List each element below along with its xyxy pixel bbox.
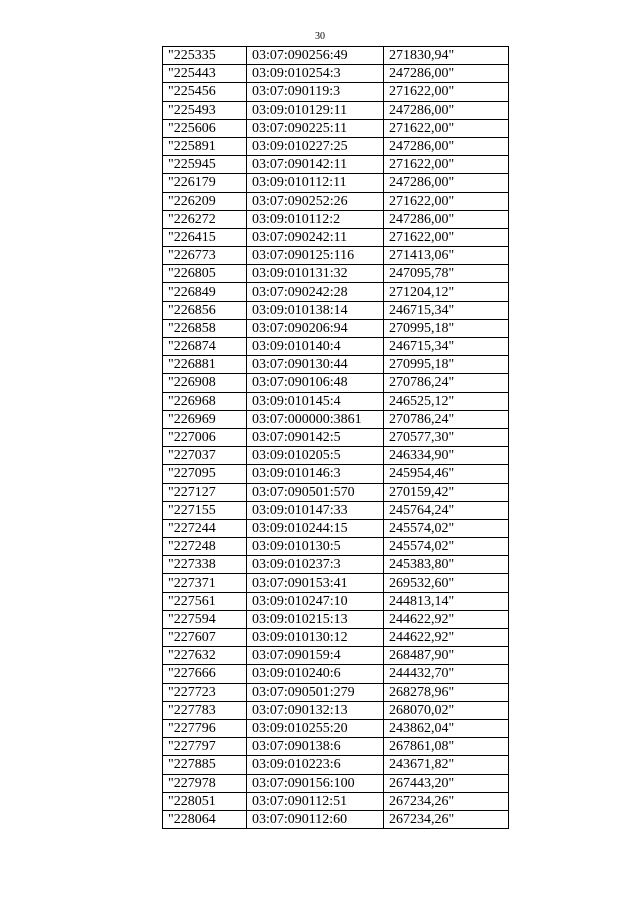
cadastral-number-cell: 03:07:090142:5 [247,428,384,446]
amount-cell: 246715,34" [384,301,509,319]
table-row [163,247,509,265]
record-id-cell: "226209 [163,192,247,210]
table-row [163,192,509,210]
record-id-cell: "226874 [163,338,247,356]
amount-cell: 243862,04" [384,719,509,737]
table-body [163,47,509,829]
table-row [163,465,509,483]
record-id-cell: "227632 [163,647,247,665]
cadastral-number-cell: 03:09:010112:2 [247,210,384,228]
record-id-cell: "226858 [163,319,247,337]
cadastral-number-cell: 03:09:010140:4 [247,338,384,356]
amount-cell: 244622,92" [384,610,509,628]
table-row [163,228,509,246]
table-row [163,483,509,501]
table-row [163,319,509,337]
record-id-cell: "225945 [163,156,247,174]
record-id-cell: "226968 [163,392,247,410]
cadastral-number-cell: 03:07:090112:60 [247,810,384,828]
record-id-cell: "227248 [163,538,247,556]
record-id-cell: "227666 [163,665,247,683]
amount-cell: 270159,42" [384,483,509,501]
record-id-cell: "227561 [163,592,247,610]
amount-cell: 267234,26" [384,810,509,828]
cadastral-number-cell: 03:09:010138:14 [247,301,384,319]
amount-cell: 270995,18" [384,319,509,337]
record-id-cell: "228051 [163,792,247,810]
cadastral-number-cell: 03:07:090106:48 [247,374,384,392]
amount-cell: 271622,00" [384,156,509,174]
amount-cell: 267443,20" [384,774,509,792]
cadastral-number-cell: 03:07:090119:3 [247,83,384,101]
record-id-cell: "226849 [163,283,247,301]
table-row [163,701,509,719]
cadastral-number-cell: 03:07:090206:94 [247,319,384,337]
cadastral-number-cell: 03:07:090112:51 [247,792,384,810]
table-row [163,719,509,737]
cadastral-number-cell: 03:09:010244:15 [247,519,384,537]
table-row [163,447,509,465]
amount-cell: 244813,14" [384,592,509,610]
cadastral-number-cell: 03:09:010112:11 [247,174,384,192]
amount-cell: 244432,70" [384,665,509,683]
amount-cell: 245574,02" [384,519,509,537]
table-row [163,65,509,83]
record-id-cell: "227155 [163,501,247,519]
amount-cell: 268070,02" [384,701,509,719]
cadastral-number-cell: 03:09:010227:25 [247,137,384,155]
table-row [163,374,509,392]
amount-cell: 247095,78" [384,265,509,283]
record-id-cell: "227006 [163,428,247,446]
amount-cell: 245383,80" [384,556,509,574]
table-row [163,610,509,628]
table-row [163,265,509,283]
table-row [163,119,509,137]
record-id-cell: "226856 [163,301,247,319]
cadastral-number-cell: 03:07:090125:116 [247,247,384,265]
amount-cell: 246525,12" [384,392,509,410]
record-id-cell: "225493 [163,101,247,119]
record-id-cell: "226415 [163,228,247,246]
table-row [163,83,509,101]
table-row [163,810,509,828]
cadastral-number-cell: 03:09:010223:6 [247,756,384,774]
amount-cell: 271622,00" [384,119,509,137]
record-id-cell: "226773 [163,247,247,265]
amount-cell: 270786,24" [384,410,509,428]
table-row [163,338,509,356]
table-row [163,647,509,665]
amount-cell: 270786,24" [384,374,509,392]
amount-cell: 247286,00" [384,137,509,155]
record-id-cell: "227978 [163,774,247,792]
record-id-cell: "227244 [163,519,247,537]
amount-cell: 267861,08" [384,738,509,756]
amount-cell: 247286,00" [384,65,509,83]
table-row [163,792,509,810]
cadastral-number-cell: 03:09:010205:5 [247,447,384,465]
table-row [163,356,509,374]
amount-cell: 245954,46" [384,465,509,483]
cadastral-number-cell: 03:07:090138:6 [247,738,384,756]
record-id-cell: "227037 [163,447,247,465]
amount-cell: 268278,96" [384,683,509,701]
amount-cell: 271622,00" [384,192,509,210]
table-row [163,683,509,701]
table-row [163,47,509,65]
table-row [163,592,509,610]
cadastral-number-cell: 03:07:090252:26 [247,192,384,210]
table-row [163,428,509,446]
amount-cell: 246334,90" [384,447,509,465]
table-row [163,519,509,537]
table-row [163,501,509,519]
cadastral-number-cell: 03:07:090132:13 [247,701,384,719]
amount-cell: 247286,00" [384,210,509,228]
amount-cell: 269532,60" [384,574,509,592]
cadastral-number-cell: 03:09:010255:20 [247,719,384,737]
table-row [163,756,509,774]
cadastral-number-cell: 03:09:010215:13 [247,610,384,628]
page-number: 30 [315,31,325,42]
table-row [163,774,509,792]
table-row [163,392,509,410]
amount-cell: 271622,00" [384,83,509,101]
cadastral-number-cell: 03:09:010146:3 [247,465,384,483]
data-table [162,46,509,829]
amount-cell: 246715,34" [384,338,509,356]
table-row [163,283,509,301]
cadastral-number-cell: 03:09:010147:33 [247,501,384,519]
record-id-cell: "226969 [163,410,247,428]
record-id-cell: "225456 [163,83,247,101]
cadastral-number-cell: 03:07:090242:11 [247,228,384,246]
cadastral-number-cell: 03:07:090159:4 [247,647,384,665]
table-row [163,665,509,683]
record-id-cell: "227095 [163,465,247,483]
amount-cell: 270995,18" [384,356,509,374]
table-row [163,174,509,192]
table-row [163,574,509,592]
cadastral-number-cell: 03:07:090156:100 [247,774,384,792]
record-id-cell: "227607 [163,629,247,647]
cadastral-number-cell: 03:07:090153:41 [247,574,384,592]
record-id-cell: "226272 [163,210,247,228]
amount-cell: 267234,26" [384,792,509,810]
amount-cell: 271204,12" [384,283,509,301]
cadastral-number-cell: 03:07:090242:28 [247,283,384,301]
record-id-cell: "225891 [163,137,247,155]
record-id-cell: "227594 [163,610,247,628]
record-id-cell: "227723 [163,683,247,701]
table-row [163,156,509,174]
cadastral-number-cell: 03:09:010145:4 [247,392,384,410]
record-id-cell: "228064 [163,810,247,828]
table-row [163,738,509,756]
amount-cell: 271413,06" [384,247,509,265]
table-row [163,629,509,647]
amount-cell: 243671,82" [384,756,509,774]
record-id-cell: "227338 [163,556,247,574]
cadastral-number-cell: 03:07:090142:11 [247,156,384,174]
table-row [163,301,509,319]
record-id-cell: "227127 [163,483,247,501]
record-id-cell: "227797 [163,738,247,756]
record-id-cell: "225443 [163,65,247,83]
cadastral-number-cell: 03:09:010131:32 [247,265,384,283]
cadastral-number-cell: 03:09:010237:3 [247,556,384,574]
amount-cell: 270577,30" [384,428,509,446]
record-id-cell: "226805 [163,265,247,283]
cadastral-number-cell: 03:07:090501:279 [247,683,384,701]
cadastral-number-cell: 03:07:000000:3861 [247,410,384,428]
record-id-cell: "226179 [163,174,247,192]
record-id-cell: "227796 [163,719,247,737]
amount-cell: 271830,94" [384,47,509,65]
table-row [163,538,509,556]
record-id-cell: "227783 [163,701,247,719]
record-id-cell: "227371 [163,574,247,592]
record-id-cell: "226908 [163,374,247,392]
record-id-cell: "227885 [163,756,247,774]
cadastral-number-cell: 03:09:010130:12 [247,629,384,647]
cadastral-number-cell: 03:07:090501:570 [247,483,384,501]
cadastral-number-cell: 03:09:010254:3 [247,65,384,83]
amount-cell: 244622,92" [384,629,509,647]
cadastral-number-cell: 03:07:090130:44 [247,356,384,374]
cadastral-number-cell: 03:07:090225:11 [247,119,384,137]
amount-cell: 271622,00" [384,228,509,246]
table-row [163,137,509,155]
cadastral-number-cell: 03:09:010130:5 [247,538,384,556]
cadastral-number-cell: 03:09:010240:6 [247,665,384,683]
amount-cell: 268487,90" [384,647,509,665]
table-row [163,410,509,428]
table-row [163,210,509,228]
amount-cell: 245574,02" [384,538,509,556]
record-id-cell: "225606 [163,119,247,137]
record-id-cell: "225335 [163,47,247,65]
amount-cell: 247286,00" [384,101,509,119]
cadastral-number-cell: 03:09:010129:11 [247,101,384,119]
table-row [163,101,509,119]
table-row [163,556,509,574]
amount-cell: 245764,24" [384,501,509,519]
record-id-cell: "226881 [163,356,247,374]
cadastral-number-cell: 03:07:090256:49 [247,47,384,65]
cadastral-number-cell: 03:09:010247:10 [247,592,384,610]
amount-cell: 247286,00" [384,174,509,192]
